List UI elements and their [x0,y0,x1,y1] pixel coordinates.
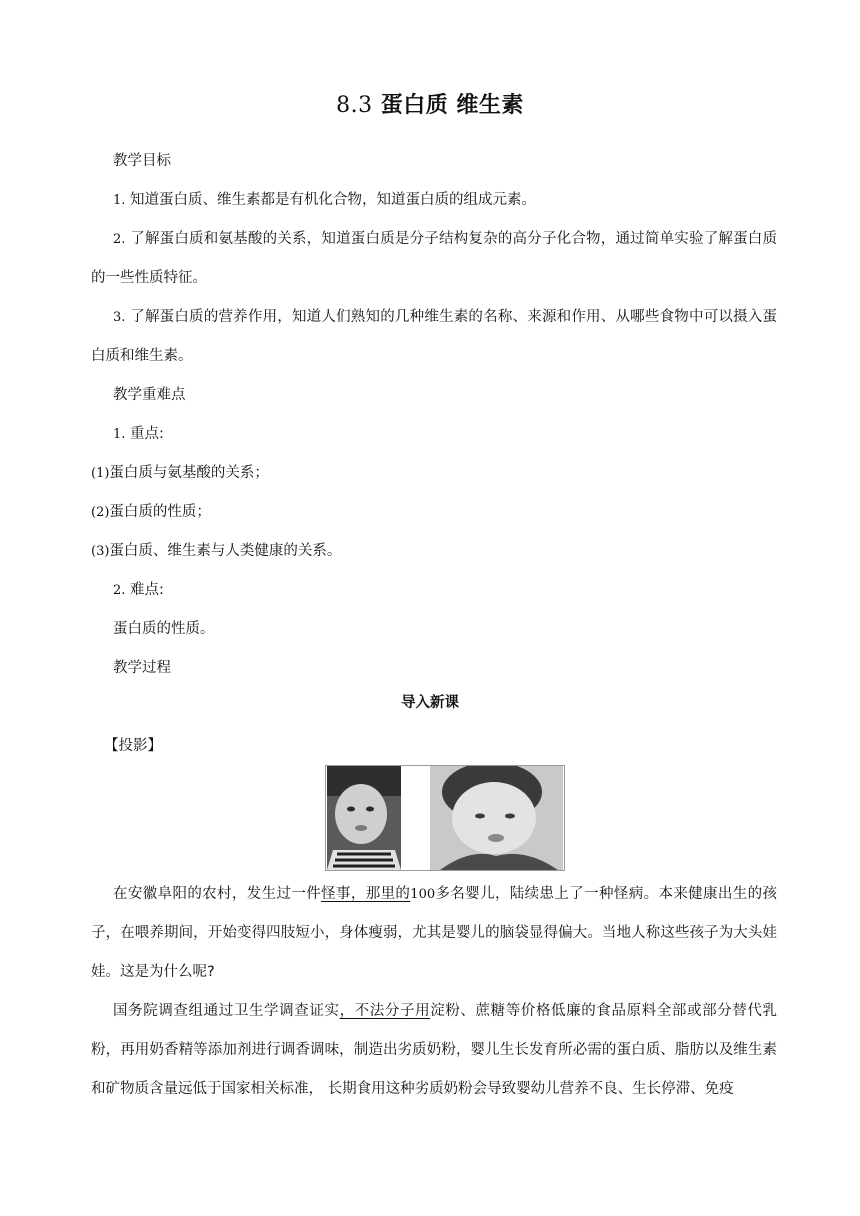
baby-photo-left [327,766,401,870]
baby-photo-right [430,766,563,870]
difficult-number: 2. [113,583,126,598]
baby-photo-left-image [327,766,401,870]
objective-number: 3. [113,310,126,325]
objectives-heading: 教学目标 [113,153,171,169]
photo-gap [401,766,430,870]
difficult-point-label [91,571,777,610]
objective-item-2 [91,220,777,298]
page-title [0,88,860,119]
investigation-text-start: 国务院调查组通过卫生学调查证实 [113,1003,340,1019]
story-paragraph [91,875,777,992]
investigation-underlined-text: ，不法分子用 [339,1003,431,1019]
key-item-number: (3) [91,544,110,559]
key-number: 1. [113,427,126,442]
key-item-number: (1) [91,466,110,481]
projection-label: 【投影】 [104,738,162,754]
story-text-end: 多名婴儿，陆续患上了一种怪病。本来健康出生的孩子，在喂养期间，开始变得四肢短小，身体瘦弱，尤其是婴儿的脑袋显得偏大。当地人称这些孩子为大头娃娃。这是为什么呢? [91,886,778,980]
title-text: 蛋白质 维生素 [380,93,524,118]
investigation-text-end: 淀粉、蔗糖等价格低廉的食品原料全部或部分替代乳粉，再用奶香精等添加剂进行调香调味，制造出劣质奶粉，婴儿生长发育所必需的蛋白质、脂肪以及维生素和矿物质含量远低于国家相关标准， 长期食用这种劣质奶粉会导致婴幼儿营养不良、生长停滞、免疫 [91,1003,778,1097]
objective-item-1 [91,181,777,220]
key-item-number: (2) [91,505,110,520]
key-item-text: 蛋白质、维生素与人类健康的关系。 [109,543,342,559]
objective-number: 2. [113,232,126,247]
objective-text: 知道蛋白质、维生素都是有机化合物，知道蛋白质的组成元素。 [130,192,537,208]
story-text-start: 在安徽阜阳的农村，发生过一件 [113,886,322,902]
story-underlined-text: 怪事，那里的 [321,886,411,902]
baby-photo-right-image [430,766,563,870]
key-item-3 [91,532,777,571]
key-points-heading: 教学重难点 [113,387,186,403]
story-number: 100 [410,887,436,902]
objective-number: 1. [113,193,126,208]
key-item-text: 蛋白质的性质； [109,504,211,520]
difficult-label: 难点: [130,582,164,598]
objective-item-3 [91,298,777,376]
investigation-paragraph [91,992,777,1109]
key-point-label [91,415,777,454]
process-heading: 教学过程 [113,660,171,676]
key-item-2 [91,493,777,532]
section-title: 导入新课 [401,695,459,711]
objective-text: 了解蛋白质的营养作用，知道人们熟知的几种维生素的名称、来源和作用、从哪些食物中可以摄入蛋白质和维生素。 [91,309,778,364]
key-item-1 [91,454,777,493]
baby-photos [325,765,565,871]
key-item-text: 蛋白质与氨基酸的关系； [109,465,269,481]
title-number: 8.3 [336,93,373,118]
key-label: 重点: [130,426,164,442]
difficult-text: 蛋白质的性质。 [113,621,215,637]
objective-text: 了解蛋白质和氨基酸的关系，知道蛋白质是分子结构复杂的高分子化合物，通过简单实验了解蛋白质的一些性质特征。 [91,231,778,286]
